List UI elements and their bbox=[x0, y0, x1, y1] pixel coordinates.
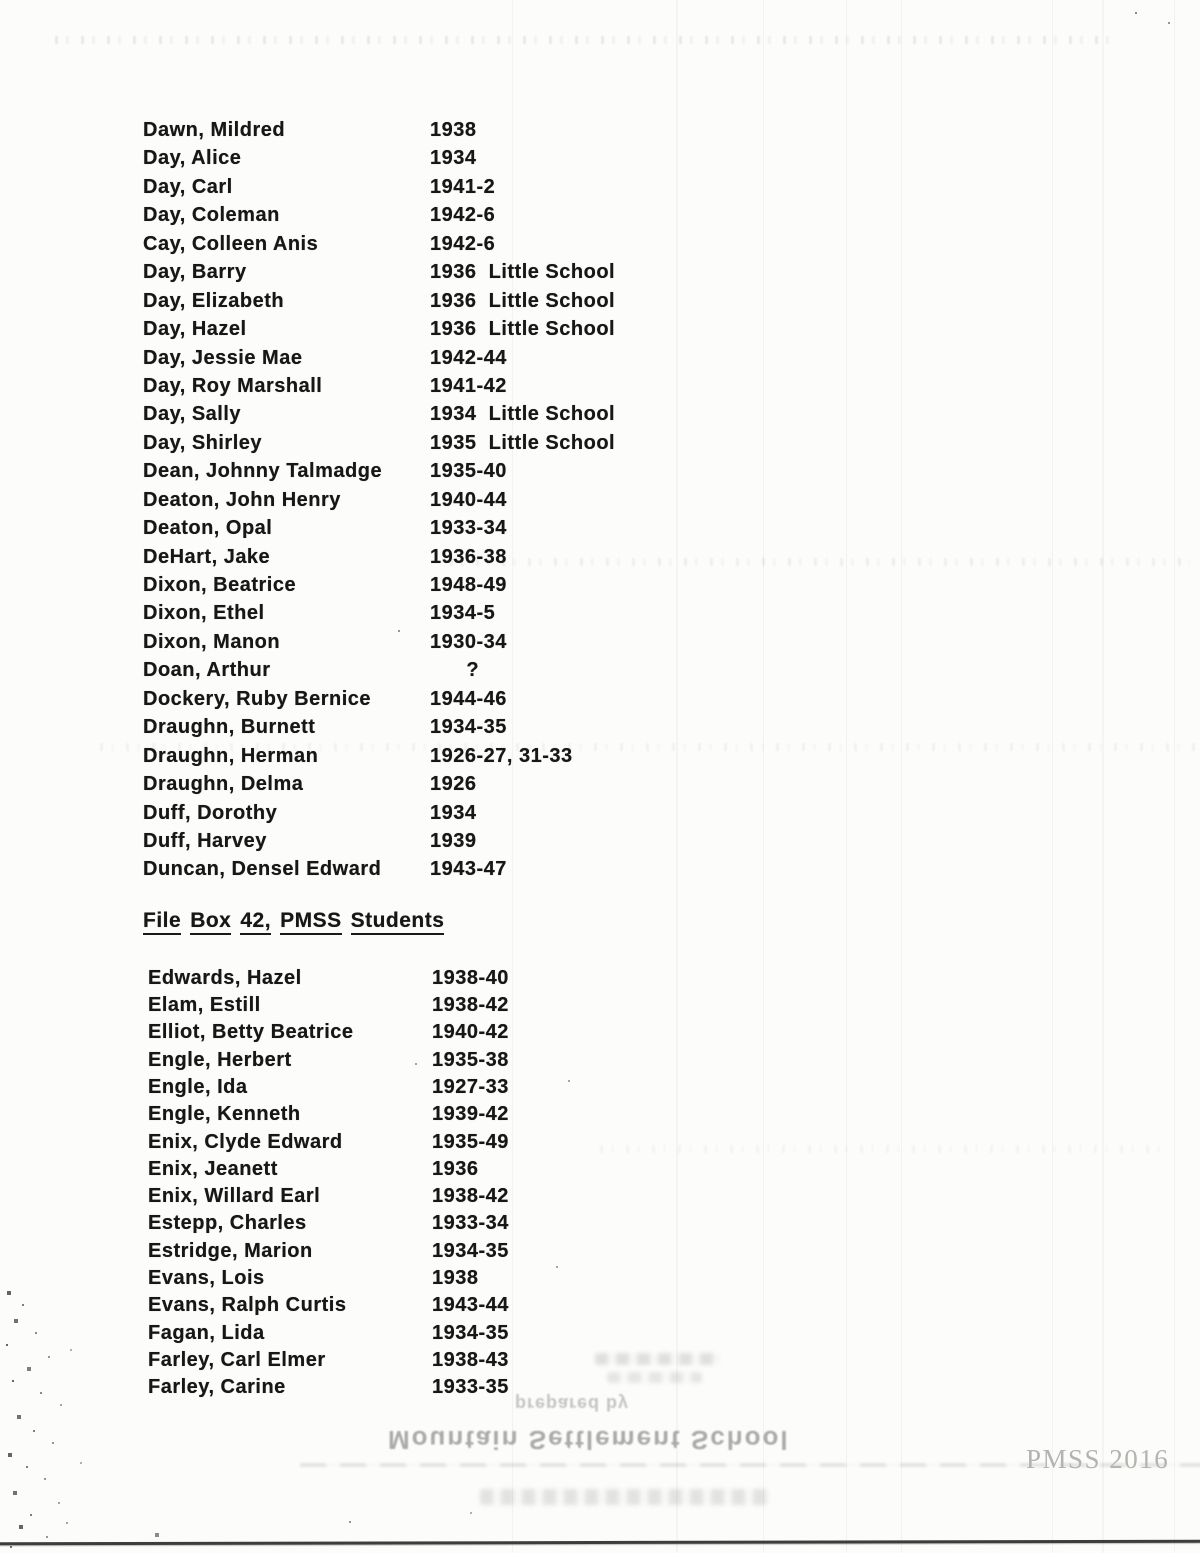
student-name: Enix, Jeanett bbox=[148, 1157, 278, 1180]
student-name: DeHart, Jake bbox=[143, 545, 271, 568]
student-row bbox=[148, 1292, 903, 1319]
student-row bbox=[143, 457, 903, 485]
student-years: 1938 bbox=[430, 119, 477, 141]
student-years: 1926-27, 31-33 bbox=[430, 744, 573, 767]
student-years: 1933-34 bbox=[430, 517, 507, 540]
student-name: Day, Elizabeth bbox=[143, 289, 285, 312]
student-years: 1940-42 bbox=[432, 1021, 509, 1044]
student-name: Day, Hazel bbox=[143, 318, 247, 341]
section-heading: File Box 42, PMSS Students bbox=[143, 906, 903, 936]
student-name: Estepp, Charles bbox=[148, 1212, 307, 1235]
student-name: Farley, Carl Elmer bbox=[148, 1348, 326, 1371]
student-row bbox=[143, 201, 903, 229]
student-years: 1933-35 bbox=[432, 1376, 509, 1399]
student-row bbox=[143, 770, 903, 798]
student-years: 1943-44 bbox=[432, 1294, 509, 1317]
student-name: Dixon, Beatrice bbox=[143, 574, 297, 596]
student-years: 1936-38 bbox=[430, 545, 507, 568]
student-row bbox=[143, 656, 903, 684]
student-years: 1941-42 bbox=[430, 374, 507, 397]
student-years: 1942-6 bbox=[430, 204, 496, 227]
student-name: Duncan, Densel Edward bbox=[143, 858, 382, 881]
student-name: Day, Roy Marshall bbox=[143, 374, 323, 397]
student-row bbox=[148, 1047, 903, 1074]
student-name: Enix, Willard Earl bbox=[148, 1185, 321, 1208]
bleedthrough-smudge bbox=[480, 1489, 770, 1505]
student-row bbox=[143, 685, 903, 713]
student-row bbox=[143, 514, 903, 542]
student-row bbox=[148, 1210, 903, 1237]
student-years: 1934-35 bbox=[430, 716, 507, 739]
student-years: 1935-40 bbox=[430, 460, 507, 483]
student-name: Fagan, Lida bbox=[148, 1321, 265, 1344]
student-name: Edwards, Hazel bbox=[148, 966, 302, 989]
student-row bbox=[148, 1347, 903, 1374]
student-years: 1936 bbox=[432, 1157, 479, 1180]
student-name: Day, Sally bbox=[143, 403, 242, 426]
student-name: Draughn, Burnett bbox=[143, 716, 316, 739]
student-name: Day, Alice bbox=[143, 147, 242, 170]
student-row bbox=[143, 599, 903, 627]
student-years: 1930-34 bbox=[430, 630, 507, 653]
student-row bbox=[143, 372, 903, 400]
document-content bbox=[143, 116, 903, 1402]
student-row bbox=[148, 992, 903, 1019]
student-name: Engle, Herbert bbox=[148, 1048, 292, 1071]
student-name: Cay, Colleen Anis bbox=[143, 232, 319, 255]
student-name: Day, Carl bbox=[143, 175, 233, 198]
student-name: Evans, Lois bbox=[148, 1267, 265, 1290]
student-name: Dockery, Ruby Bernice bbox=[143, 687, 371, 710]
student-row bbox=[143, 344, 903, 372]
student-row bbox=[143, 315, 903, 343]
student-years: 1927-33 bbox=[432, 1076, 509, 1098]
student-row bbox=[148, 1238, 903, 1265]
scan-noise-band bbox=[55, 36, 1115, 44]
student-name: Dixon, Ethel bbox=[143, 602, 265, 625]
student-row bbox=[143, 116, 903, 144]
student-years: 1938 bbox=[432, 1267, 479, 1290]
student-row bbox=[143, 173, 903, 201]
student-years: 1939-42 bbox=[432, 1103, 509, 1126]
bleedthrough-text-sub: prepared by bbox=[515, 1394, 630, 1414]
student-row bbox=[143, 742, 903, 770]
student-years: 1936 Little School bbox=[430, 289, 616, 312]
student-name: Engle, Ida bbox=[148, 1076, 248, 1098]
student-name: Duff, Dorothy bbox=[143, 801, 278, 824]
student-years: 1944-46 bbox=[430, 687, 507, 710]
student-years: 1938-42 bbox=[432, 1185, 509, 1208]
student-name: Dixon, Manon bbox=[143, 630, 281, 653]
student-name: Duff, Harvey bbox=[143, 829, 267, 852]
student-years: 1936 Little School bbox=[430, 318, 616, 341]
student-years: 1938-42 bbox=[432, 994, 509, 1017]
student-name: Deaton, Opal bbox=[143, 517, 273, 540]
student-name: Enix, Clyde Edward bbox=[148, 1130, 343, 1153]
student-row bbox=[143, 855, 903, 883]
student-row bbox=[143, 429, 903, 457]
student-years: 1948-49 bbox=[430, 574, 507, 596]
student-row bbox=[148, 1101, 903, 1128]
student-list-e-f bbox=[143, 965, 903, 1402]
bleedthrough-text-main: Mountain Settlement School bbox=[388, 1425, 790, 1455]
student-years: 1942-6 bbox=[430, 232, 496, 255]
student-row bbox=[143, 230, 903, 258]
student-years: 1934 Little School bbox=[430, 403, 616, 426]
student-row bbox=[143, 486, 903, 514]
student-row bbox=[143, 713, 903, 741]
student-years: 1936 Little School bbox=[430, 261, 616, 284]
student-years: 1934 bbox=[430, 801, 477, 824]
student-years: 1942-44 bbox=[430, 346, 507, 369]
student-years: ? bbox=[430, 659, 480, 682]
scan-speckles bbox=[0, 0, 2, 2]
student-name: Elam, Estill bbox=[148, 994, 261, 1017]
student-name: Engle, Kenneth bbox=[148, 1103, 301, 1126]
student-row bbox=[143, 571, 903, 599]
student-name: Draughn, Delma bbox=[143, 773, 304, 796]
page-edge-line bbox=[0, 1540, 1200, 1546]
scanner-streak bbox=[1174, 0, 1175, 1553]
student-row bbox=[148, 1019, 903, 1046]
archive-watermark: PMSS 2016 bbox=[1026, 1444, 1170, 1474]
bleedthrough-smudge bbox=[595, 1353, 720, 1365]
student-row bbox=[143, 144, 903, 172]
student-row bbox=[148, 1129, 903, 1156]
student-years: 1935 Little School bbox=[430, 431, 616, 454]
student-years: 1935-49 bbox=[432, 1130, 509, 1153]
student-name: Day, Barry bbox=[143, 261, 247, 284]
student-years: 1934-35 bbox=[432, 1239, 509, 1262]
student-row bbox=[143, 827, 903, 855]
student-years: 1943-47 bbox=[430, 858, 507, 881]
student-name: Elliot, Betty Beatrice bbox=[148, 1021, 354, 1044]
student-years: 1933-34 bbox=[432, 1212, 509, 1235]
student-name: Farley, Carine bbox=[148, 1376, 286, 1399]
student-years: 1934-35 bbox=[432, 1321, 509, 1344]
student-years: 1941-2 bbox=[430, 175, 496, 198]
student-name: Estridge, Marion bbox=[148, 1239, 313, 1262]
student-list-d bbox=[143, 116, 903, 884]
student-years: 1940-44 bbox=[430, 488, 507, 511]
student-name: Day, Coleman bbox=[143, 204, 280, 227]
student-row bbox=[148, 1156, 903, 1183]
student-years: 1939 bbox=[430, 829, 477, 852]
student-years: 1934-5 bbox=[430, 602, 496, 625]
student-row bbox=[148, 965, 903, 992]
student-row bbox=[148, 1074, 903, 1101]
student-years: 1938-43 bbox=[432, 1348, 509, 1371]
student-row bbox=[143, 400, 903, 428]
student-years: 1935-38 bbox=[432, 1048, 509, 1071]
student-row bbox=[143, 258, 903, 286]
student-row bbox=[143, 799, 903, 827]
student-name: Day, Jessie Mae bbox=[143, 346, 303, 369]
student-name: Day, Shirley bbox=[143, 431, 263, 454]
student-years: 1938-40 bbox=[432, 966, 509, 989]
student-row bbox=[148, 1265, 903, 1292]
student-years: 1934 bbox=[430, 147, 477, 170]
student-name: Dawn, Mildred bbox=[143, 119, 286, 141]
scanner-streak bbox=[1052, 0, 1053, 1553]
student-row bbox=[148, 1183, 903, 1210]
student-name: Doan, Arthur bbox=[143, 659, 271, 682]
student-row bbox=[143, 628, 903, 656]
bleedthrough-smudge bbox=[607, 1372, 702, 1383]
student-name: Draughn, Herman bbox=[143, 744, 319, 767]
student-name: Evans, Ralph Curtis bbox=[148, 1294, 347, 1317]
student-years: 1926 bbox=[430, 773, 477, 796]
student-row bbox=[143, 543, 903, 571]
student-row bbox=[143, 287, 903, 315]
scanner-streak bbox=[1102, 0, 1104, 1553]
student-name: Dean, Johnny Talmadge bbox=[143, 460, 383, 483]
student-row bbox=[148, 1320, 903, 1347]
student-name: Deaton, John Henry bbox=[143, 488, 341, 511]
